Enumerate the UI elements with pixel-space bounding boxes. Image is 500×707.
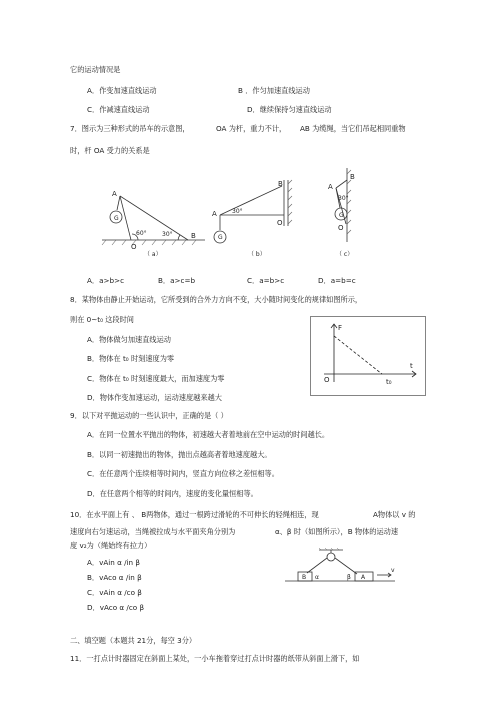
crane-b-angle: 30° [232,208,243,215]
graph-origin-O: O [324,376,330,384]
q8-stem-line2: 则在 0~t₀ 这段时间 [70,315,134,324]
crane-b-label-A: A [212,210,217,218]
q10-stem-line2a: 速度向右匀速运动，当绳被拉成与水平面夹角分别为 [70,527,236,536]
crane-a-angle-60: 60° [136,230,147,237]
crane-b-caption: （ b） [248,251,266,258]
crane-a-label-G: G [114,215,119,222]
q9-option-d: D．在任意两个相等的时间内，速度的变化量恒相等。 [87,489,258,498]
q10-stem-line2b: α、β 时（如图所示），B 物体的运动速 [275,527,399,536]
pulley-angle-alpha: α [315,574,319,581]
pulley-label-A: A [361,574,366,581]
section-2-heading: 二、填空题（本题共 21分，每空 3分） [70,636,197,645]
q10-stem-line1a: 10．在水平面上有 、 B两物体，通过一根跨过滑轮的不可伸长的轻绳相连，现 [70,510,319,519]
q7-option-c: C．a=b>c [247,276,285,285]
crane-a-label-B: B [191,232,196,240]
q8-option-d: D．物体作变加速运动，运动速度越来越大 [87,393,222,402]
pulley-label-B: B [302,574,307,581]
q9-option-c: C．在任意两个连续相等时间内，竖直方向位移之差恒相等。 [87,469,279,478]
q7-option-a: A．a>b>c [87,276,125,285]
question-6-stem-tail: 它的运动情况是 [70,65,121,74]
q7-stem-line2: 时，杆 OA 受力的关系是 [70,146,150,155]
graph-ylabel-F: F [338,324,343,332]
q10-option-d: D．vAco α /co β [87,603,145,612]
crane-c-label-B: B [350,173,355,181]
crane-c-label-G: G [339,212,344,219]
pulley-velocity-v: v [391,567,395,574]
crane-b-label-O: O [277,219,283,227]
crane-c-label-O: O [338,224,344,232]
q6-option-b: B ．作匀加速直线运动 [238,86,310,95]
crane-a-label-O: O [131,243,137,251]
q9-stem: 9．以下对平抛运动的一些认识中，正确的是（ ） [70,411,228,420]
q10-option-c: C．vAin α /co β [87,588,142,597]
q7-stem-part1: 7．图示为三种形式的吊车的示意图， [70,124,190,133]
graph-xlabel-t: t [410,362,413,370]
q6-option-c: C．作减速直线运动 [87,105,150,114]
q10-stem-line3: 度 v₂为（绳始终有拉力） [70,541,152,550]
crane-c-angle: 30° [338,195,349,202]
q7-stem-part2: OA 为杆，重力不计， [216,124,287,133]
q9-option-a: A．在同一位置水平抛出的物体，初速越大者着地前在空中运动的时间越长。 [87,430,330,439]
q6-option-d: D．继续保持匀速直线运动 [247,105,332,114]
q10-option-b: B．vAco α /in β [87,573,142,582]
crane-figure [100,166,390,262]
q8-option-b: B．物体在 t₀ 时刻速度为零 [87,354,175,363]
crane-b-label-B: B [278,180,283,188]
q11-stem: 11．一打点计时器固定在斜面上某处，一小车拖着穿过打点计时器的纸带从斜面上滑下，如 [70,654,360,663]
q7-stem-part3: AB 为缆绳，当它们吊起相同重物 [300,124,406,133]
pulley-angle-beta: β [347,574,351,581]
q10-stem-line1b: A物体以 v 的 [373,510,416,519]
graph-t0-label: t₀ [386,378,392,386]
crane-b-label-G: G [218,234,223,241]
q6-option-a: A．作变加速直线运动 [87,86,157,95]
force-time-graph [310,316,426,396]
crane-a-caption: （ a） [144,251,162,258]
crane-c-label-A: A [328,183,333,191]
q9-option-b: B．以同一初速抛出的物体，抛出点越高者着地速度越大。 [87,450,272,459]
crane-c-caption: （ c） [336,251,354,258]
q8-option-a: A．物体做匀加速直线运动 [87,335,171,344]
q7-option-d: D．a=b=c [318,276,356,285]
crane-a-angle-30: 30° [162,231,173,238]
q8-stem-line1: 8．某物体由静止开始运动，它所受到的合外力方向不变，大小随时间变化的规律如图所示， [70,295,363,304]
q10-option-a: A．vAin α /in β [87,558,140,567]
pulley-figure [283,548,403,588]
q8-option-c: C．物体在 t₀ 时刻速度最大，而加速度为零 [87,374,225,383]
crane-a-label-A: A [112,190,117,198]
q7-option-b: B．a>c=b [158,276,196,285]
